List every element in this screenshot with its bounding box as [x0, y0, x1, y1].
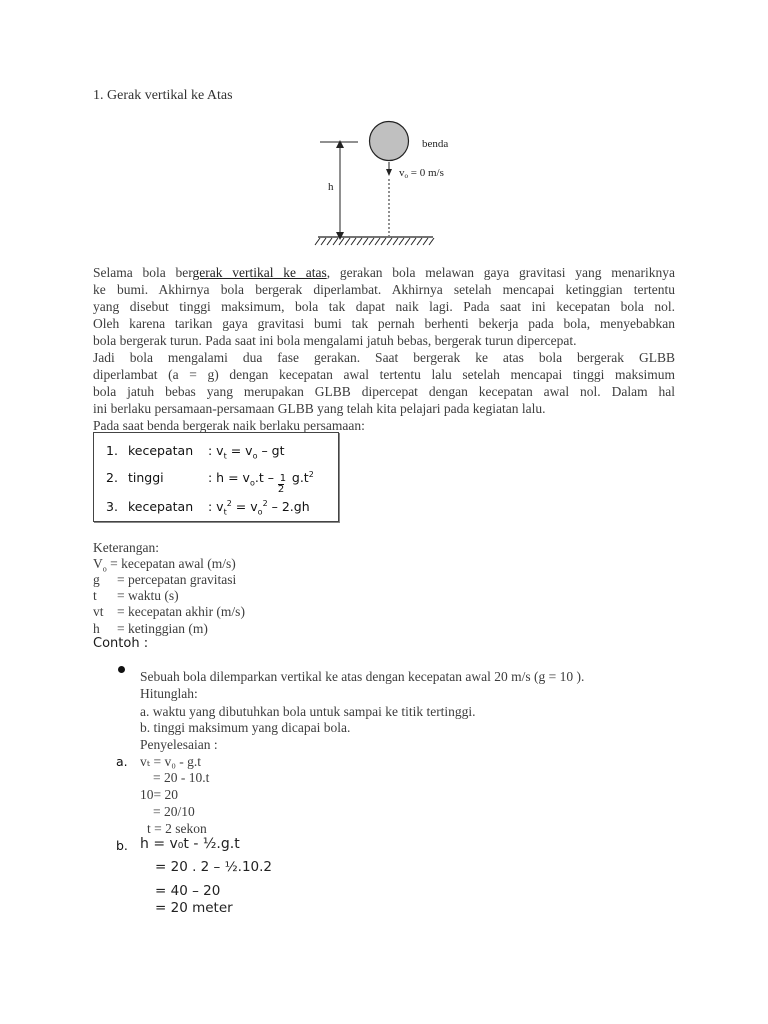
question-b: b. tinggi maksimum yang dicapai bola.: [140, 720, 351, 735]
question-a: a. waktu yang dibutuhkan bola untuk sampai ke titik tertinggi.: [140, 704, 476, 719]
equations-box: 1. kecepatan : $v_t = v_o$ – gt 2. tinggi : $h = v_o.t - 1$ 2 $g.t^2$ 3. kecepatan : $v_t^2 = v_o^2 - 2.gh$: [93, 432, 339, 522]
legend-item: t = waktu (s): [93, 588, 179, 603]
paragraph-line: ini berlaku persamaan-persamaan GLBB yang telah kita pelajari pada kegiatan lalu.: [93, 401, 546, 416]
solution-a-line: vₜ = v₀ - g.t: [140, 754, 202, 769]
height-label: h: [328, 181, 334, 193]
paragraph-line: ke bumi. Akhirnya bola bergerak diperlambat. Akhirnya setelah mencapai ketinggian tertentu: [93, 282, 675, 297]
legend-item: g = percepatan gravitasi: [93, 572, 237, 587]
solution-a-line: 10= 20: [140, 787, 178, 802]
solution-b-line: h = v₀t - ½.g.t: [140, 836, 240, 852]
paragraph-line: diperlambat (a = g) dengan kecepatan awal tertentu lalu setelah mencapai tinggi maksimum: [93, 367, 675, 382]
link-gerak-vertikal[interactable]: gerak vertikal ke atas: [192, 265, 327, 280]
bullet-icon: [118, 666, 125, 673]
vertical-motion-diagram: [310, 112, 470, 252]
ball: [370, 122, 409, 161]
hitunglah-text: Hitunglah:: [140, 686, 198, 701]
legend-item: h = ketinggian (m): [93, 621, 208, 636]
contoh-heading: Contoh :: [93, 636, 149, 651]
solution-b-line: = 20 meter: [155, 900, 233, 916]
solution-b-line: = 40 – 20: [155, 883, 221, 899]
paragraph-line: Jadi bola mengalami dua fase gerakan. Saat bergerak ke atas bola bergerak GLBB: [93, 350, 675, 365]
velocity-arrow-head: [386, 169, 392, 176]
paragraph-line: Selama bola bergerak vertikal ke atas, gerakan bola melawan gaya gravitasi yang menariknya: [93, 265, 675, 280]
problem-text: Sebuah bola dilemparkan vertikal ke atas dengan kecepatan awal 20 m/s (g = 10 ).: [140, 669, 585, 684]
equations-intro: Pada saat benda bergerak naik berlaku persamaan:: [93, 418, 365, 433]
paragraph-line: Oleh karena tarikan gaya gravitasi bumi tak pernah berhenti bekerja pada bola, menyebabkan: [93, 316, 675, 331]
solution-b-marker: b.: [116, 838, 128, 853]
legend-item: $V_o$ = kecepatan awal (m/s): [93, 556, 236, 574]
section-title: 1. Gerak vertikal ke Atas: [93, 88, 233, 103]
object-label: benda: [422, 138, 449, 150]
solution-a-line: = 20/10: [153, 804, 195, 819]
solution-a-line: = 20 - 10.t: [153, 770, 210, 785]
solution-b-line: = 20 . 2 – ½.10.2: [155, 859, 273, 875]
solution-a-line: t = 2 sekon: [147, 821, 207, 836]
keterangan-heading: Keterangan:: [93, 540, 159, 555]
paragraph-line: yang disebut tinggi maksimum, bola tak dapat naik lagi. Pada saat ini kecepatan bola nol.: [93, 299, 675, 314]
paragraph-line: bola jatuh bebas yang merupakan GLBB dipercepat dengan kecepatan awal nol. Dalam hal: [93, 384, 675, 399]
penyelesaian-text: Penyelesaian :: [140, 737, 218, 752]
ground-hatching: [315, 238, 434, 245]
solution-a-marker: a.: [116, 754, 128, 769]
legend-item: vt = kecepatan akhir (m/s): [93, 604, 245, 619]
paragraph-line: bola bergerak turun. Pada saat ini bola mengalami jatuh bebas, bergerak turun dipercepat.: [93, 333, 577, 348]
velocity-label: vo = 0 m/s: [399, 167, 444, 180]
height-arrow-top: [336, 140, 344, 148]
